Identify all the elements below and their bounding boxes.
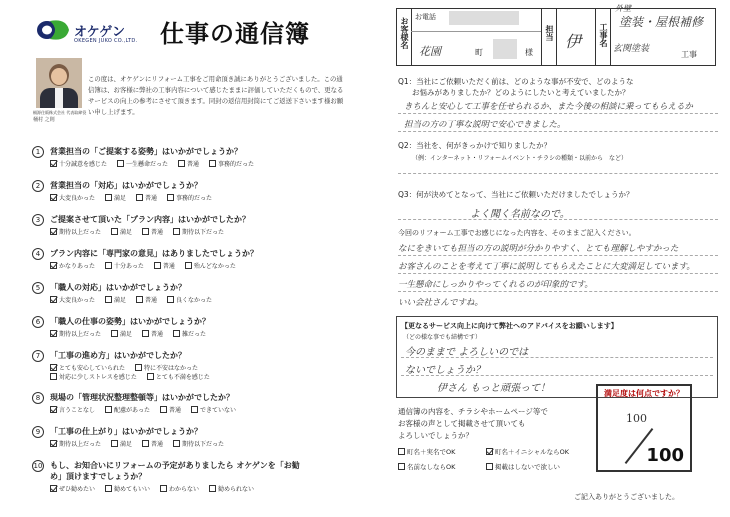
checkbox-icon[interactable] xyxy=(154,262,161,269)
option[interactable] xyxy=(50,159,107,168)
option-row xyxy=(50,329,216,338)
question-text: もし、お知合いにリフォームの予定がありましたら オケゲンを「お勧め」頂けますでしょうか？ xyxy=(50,461,300,481)
option-label: できていない xyxy=(199,407,236,414)
checkbox-icon[interactable] xyxy=(173,330,180,337)
checked-box-icon[interactable] xyxy=(50,440,57,447)
checkbox-icon[interactable] xyxy=(173,228,180,235)
checkbox-icon[interactable] xyxy=(135,364,142,371)
publish-option[interactable] xyxy=(398,447,455,456)
option[interactable] xyxy=(142,227,163,236)
option[interactable] xyxy=(160,405,181,414)
publish-option[interactable] xyxy=(486,447,569,456)
checkbox-icon[interactable] xyxy=(167,194,174,201)
option-label: 普通 xyxy=(151,229,164,236)
advice-title: 【更なるサービス向上に向けて弊社へのアドバイスをお願いします】 xyxy=(401,322,618,330)
checkbox-icon[interactable] xyxy=(111,228,118,235)
question-number: 7 xyxy=(32,350,44,362)
option[interactable] xyxy=(50,193,95,202)
checkbox-icon[interactable] xyxy=(486,463,493,470)
option-label: 普通 xyxy=(162,263,175,270)
question-text: 営業担当の「対応」はいかがでしょうか？ xyxy=(50,181,202,190)
customer-info-table xyxy=(396,4,716,66)
checkbox-icon[interactable] xyxy=(136,194,143,201)
work-name-2: 塗装・屋根補修 xyxy=(619,15,704,29)
publish-option[interactable] xyxy=(486,462,560,471)
question-number: 8 xyxy=(32,392,44,404)
option-label: 普通 xyxy=(145,297,158,304)
signature-company: 桶源住販株式会社 代表取締役 xyxy=(33,110,87,115)
checkbox-icon[interactable] xyxy=(105,262,112,269)
option[interactable] xyxy=(111,329,132,338)
advice-line-3: 伊さん もっと頑張って！ xyxy=(437,383,551,394)
option[interactable] xyxy=(191,405,236,414)
option-label: 普通 xyxy=(187,161,200,168)
option-label: 良くなかった xyxy=(176,297,213,304)
option-label: 期待以上だった xyxy=(59,229,102,236)
question-number: 6 xyxy=(32,316,44,328)
option[interactable] xyxy=(142,329,163,338)
checkbox-icon[interactable] xyxy=(142,330,149,337)
option-row xyxy=(50,372,220,381)
option-label: 普通 xyxy=(168,407,181,414)
option[interactable] xyxy=(50,484,95,493)
question-text: ご提案させて頂いた「プラン内容」はいかがでしたか？ xyxy=(50,215,250,224)
checkbox-icon[interactable] xyxy=(185,262,192,269)
option-label: 事務的だった xyxy=(176,195,213,202)
option[interactable] xyxy=(185,261,236,270)
q2-text: Q2：当社を、何がきっかけで知りましたか？ xyxy=(398,141,552,150)
rep-label: 担当 xyxy=(545,25,554,41)
answer-1-line-2: 担当の方の丁寧な説明で安心できました。 xyxy=(404,120,566,130)
option[interactable] xyxy=(50,329,101,338)
option-label: 普通 xyxy=(145,195,158,202)
question-number: 9 xyxy=(32,426,44,438)
sama: 様 xyxy=(525,48,533,57)
checkbox-icon[interactable] xyxy=(111,440,118,447)
option[interactable] xyxy=(142,439,163,448)
option-label: 満足 xyxy=(114,297,127,304)
checkbox-icon[interactable] xyxy=(50,373,57,380)
publish-option-label: 名前なしならOK xyxy=(407,463,456,471)
question-text: プラン内容に「専門家の意見」はありましたでしょうか？ xyxy=(50,249,258,258)
advice-sub: （どの様な事でも結構です） xyxy=(403,334,482,341)
option[interactable] xyxy=(136,193,157,202)
town-suffix: 町 xyxy=(475,48,483,57)
option[interactable] xyxy=(209,484,254,493)
option-label: 事務的だった xyxy=(218,161,255,168)
option-row xyxy=(50,159,264,168)
logo-sub: OKEGEN JUKO CO.,LTD. xyxy=(74,38,138,44)
checkbox-icon[interactable] xyxy=(105,485,112,492)
option-label: 対応に少しストレスを感じた xyxy=(59,374,137,381)
option-row xyxy=(50,261,246,270)
checkbox-icon[interactable] xyxy=(173,440,180,447)
checkbox-icon[interactable] xyxy=(136,296,143,303)
option-row xyxy=(50,484,264,493)
signature-name: 桶村 之則 xyxy=(33,117,55,123)
checkbox-icon[interactable] xyxy=(398,463,405,470)
option-label: わからない xyxy=(169,486,200,493)
checked-box-icon[interactable] xyxy=(486,448,493,455)
logo-mark-icon xyxy=(36,18,70,42)
option-label: 十分誠意を感じた xyxy=(59,161,108,168)
footer-thanks: ご記入ありがとうございました。 xyxy=(574,493,679,501)
checkbox-icon[interactable] xyxy=(142,440,149,447)
checked-box-icon[interactable] xyxy=(50,330,57,337)
option-label: 殆んどなかった xyxy=(193,263,236,270)
option[interactable] xyxy=(50,227,101,236)
question-text: 「職人の仕事の姿勢」はいかがでしょうか？ xyxy=(50,317,210,326)
option-label: 勧められない xyxy=(218,486,255,493)
publish-option-label: 町名＋実名でOK xyxy=(407,448,456,456)
option[interactable] xyxy=(111,439,132,448)
option-label: かなりあった xyxy=(59,263,95,270)
option[interactable] xyxy=(50,261,95,270)
option-label: 満足 xyxy=(114,195,127,202)
option-label: 十分あった xyxy=(113,263,144,270)
option[interactable] xyxy=(50,372,137,381)
checkbox-icon[interactable] xyxy=(111,330,118,337)
answer-1-line-1: きちんと安心して工事を任せられるか、また今後の相談に乗ってもらえるか xyxy=(404,102,694,112)
publish-question-1: 通信簿の内容を、チラシやホームページ等で xyxy=(398,407,548,416)
question-number: 2 xyxy=(32,180,44,192)
answer-4-line-2: お客さんのことを考えて丁寧に説明してもらえたことに大変満足しています。 xyxy=(398,262,695,272)
option-label: 大変良かった xyxy=(59,195,96,202)
checked-box-icon[interactable] xyxy=(50,364,57,371)
option-row xyxy=(50,405,246,414)
question-text: 「工事の進め方」はいかがでしたか？ xyxy=(50,351,186,360)
satisfaction-title: 満足度は何点ですか？ xyxy=(604,389,684,398)
satisfaction-handwritten: 100 xyxy=(626,412,647,425)
checkbox-icon[interactable] xyxy=(209,160,216,167)
customer-name: 花園 xyxy=(419,45,441,58)
checkbox-icon[interactable] xyxy=(178,160,185,167)
option[interactable] xyxy=(105,295,126,304)
name-redacted xyxy=(493,39,517,59)
option[interactable] xyxy=(105,484,150,493)
question-number: 1 xyxy=(32,146,44,158)
option[interactable] xyxy=(50,439,101,448)
work-suffix: 工事 xyxy=(681,50,697,59)
option[interactable] xyxy=(50,295,95,304)
option-label: 期待以上だった xyxy=(59,441,102,448)
question-number: 5 xyxy=(32,282,44,294)
work-label: 工事名 xyxy=(599,23,608,47)
option[interactable] xyxy=(160,484,199,493)
work-name-3: 玄関塗装 xyxy=(613,44,650,54)
option[interactable] xyxy=(209,159,254,168)
option-label: 期待以下だった xyxy=(182,229,225,236)
checkbox-icon[interactable] xyxy=(105,406,112,413)
q4-text: 今回のリフォーム工事でお感じになった内容を、そのままご記入ください。 xyxy=(398,229,636,237)
customer-label: お客様名 xyxy=(400,17,409,49)
checkbox-icon[interactable] xyxy=(209,485,216,492)
checked-box-icon[interactable] xyxy=(50,485,57,492)
option-label: とても不満を感じた xyxy=(155,374,210,381)
option-label: 言うことなし xyxy=(59,407,96,414)
option[interactable] xyxy=(167,193,212,202)
option-label: 普通 xyxy=(151,331,164,338)
checkbox-icon[interactable] xyxy=(191,406,198,413)
publish-question-2: お客様の声として掲載させて頂いても xyxy=(398,419,526,428)
option-label: とても安心していられた xyxy=(59,365,126,372)
q1-text: Q1：当社にご依頼いただく前は、どのような事が不安で、どのような xyxy=(398,77,634,86)
question-number: 3 xyxy=(32,214,44,226)
publish-option-label: 町名＋イニシャルならOK xyxy=(495,448,569,456)
advice-line-2: ないでしょうか？ xyxy=(405,365,485,376)
option[interactable] xyxy=(173,329,206,338)
option-label: 満足 xyxy=(120,229,133,236)
option[interactable] xyxy=(50,405,95,414)
option-label: 配慮があった xyxy=(114,407,150,414)
checkbox-icon[interactable] xyxy=(105,194,112,201)
company-logo xyxy=(36,18,146,50)
option-label: 特に不安はなかった xyxy=(144,365,199,372)
question-number: 10 xyxy=(33,462,43,470)
publish-option-label: 掲載はしないで欲しい xyxy=(495,463,560,471)
question-text: 「職人の対応」はいかがでしょうか？ xyxy=(50,283,186,292)
option[interactable] xyxy=(167,295,212,304)
checkbox-icon[interactable] xyxy=(398,448,405,455)
page-title: 仕事の通信簿 xyxy=(160,20,310,48)
option-label: 満足 xyxy=(120,441,133,448)
q1-text-b: お悩みがありましたか？どのようにしたいと考えていましたか？ xyxy=(412,88,630,97)
option-label: 普通 xyxy=(151,441,164,448)
phone-redacted xyxy=(449,11,519,25)
satisfaction-value: 100 xyxy=(646,445,684,466)
intro-text: この度は、オケゲンにリフォーム工事をご用命頂き誠にありがとうございました。この通信簿は、お客様に弊社の工事内容について感じたままに評価していただくもので、更なるサービスの向上の参考にさせて頂きます。同封の返信用封筒にてご返送下さいます様お願い申し上げます。 xyxy=(88,75,344,116)
option-label: 勧めてもいい xyxy=(114,486,151,493)
option-label: 一生懸命だった xyxy=(126,161,169,168)
checked-box-icon[interactable] xyxy=(50,262,57,269)
checkbox-icon[interactable] xyxy=(160,485,167,492)
option[interactable] xyxy=(136,295,157,304)
rep-name: 伊 xyxy=(565,32,582,51)
option-label: 大変良かった xyxy=(59,297,96,304)
satisfaction-box xyxy=(596,384,692,472)
question-text: 「工事の仕上がり」はいかがでしょうか？ xyxy=(50,427,202,436)
option-label: 期待以上だった xyxy=(59,331,102,338)
question-text: 営業担当の「ご提案する姿勢」はいかがでしょうか？ xyxy=(50,147,242,156)
option[interactable] xyxy=(135,363,198,372)
option[interactable] xyxy=(105,405,150,414)
option-row xyxy=(50,227,234,236)
q2-sub: （例：インターネット・リフォームイベント・チラシの種類・以前から など） xyxy=(412,155,628,162)
logo-name: オケゲン xyxy=(74,25,125,40)
option-row xyxy=(50,363,208,372)
checkbox-icon[interactable] xyxy=(105,296,112,303)
answer-3: よく聞く名前なので。 xyxy=(470,209,570,220)
option-row xyxy=(50,295,222,304)
phone-label: お電話 xyxy=(415,13,436,21)
option-row xyxy=(50,439,234,448)
option-label: 満足 xyxy=(120,331,133,338)
option[interactable] xyxy=(105,193,126,202)
checked-box-icon[interactable] xyxy=(50,228,57,235)
president-photo xyxy=(36,58,82,108)
option-label: 期待以下だった xyxy=(182,441,225,448)
option[interactable] xyxy=(178,159,199,168)
checked-box-icon[interactable] xyxy=(50,160,57,167)
checkbox-icon[interactable] xyxy=(117,160,124,167)
checked-box-icon[interactable] xyxy=(50,194,57,201)
answer-4-line-1: なにをきいても担当の方の説明が分かりやすく、とても理解しやすかった xyxy=(398,244,679,254)
option-row xyxy=(50,193,222,202)
answer-4-line-4: いい会社さんですね。 xyxy=(398,298,484,308)
advice-line-1: 今のままで よろしいのでは xyxy=(405,347,529,358)
publish-option[interactable] xyxy=(398,462,455,471)
option[interactable] xyxy=(117,159,168,168)
option[interactable] xyxy=(173,439,224,448)
checkbox-icon[interactable] xyxy=(167,296,174,303)
option[interactable] xyxy=(50,363,125,372)
option[interactable] xyxy=(154,261,175,270)
option[interactable] xyxy=(111,227,132,236)
question-text: 現場の「管理状況整理整頓等」はいかがでしたか？ xyxy=(50,393,234,402)
checked-box-icon[interactable] xyxy=(50,296,57,303)
question-number: 4 xyxy=(32,248,44,260)
q3-text: Q3：何が決めてとなって、当社にご依頼いただけましたでしょうか？ xyxy=(398,190,634,199)
option[interactable] xyxy=(147,372,210,381)
publish-question-3: よろしいでしょうか？ xyxy=(398,431,473,440)
checkbox-icon[interactable] xyxy=(147,373,154,380)
answer-4-line-3: 一生懸命にしっかりやってくれるのが印象的です。 xyxy=(398,280,593,290)
checkbox-icon[interactable] xyxy=(160,406,167,413)
work-name-1: 外壁 xyxy=(615,4,631,13)
option-label: 雑だった xyxy=(182,331,207,338)
option[interactable] xyxy=(173,227,224,236)
checkbox-icon[interactable] xyxy=(142,228,149,235)
option[interactable] xyxy=(105,261,144,270)
checked-box-icon[interactable] xyxy=(50,406,57,413)
option-label: ぜひ勧めたい xyxy=(59,486,96,493)
